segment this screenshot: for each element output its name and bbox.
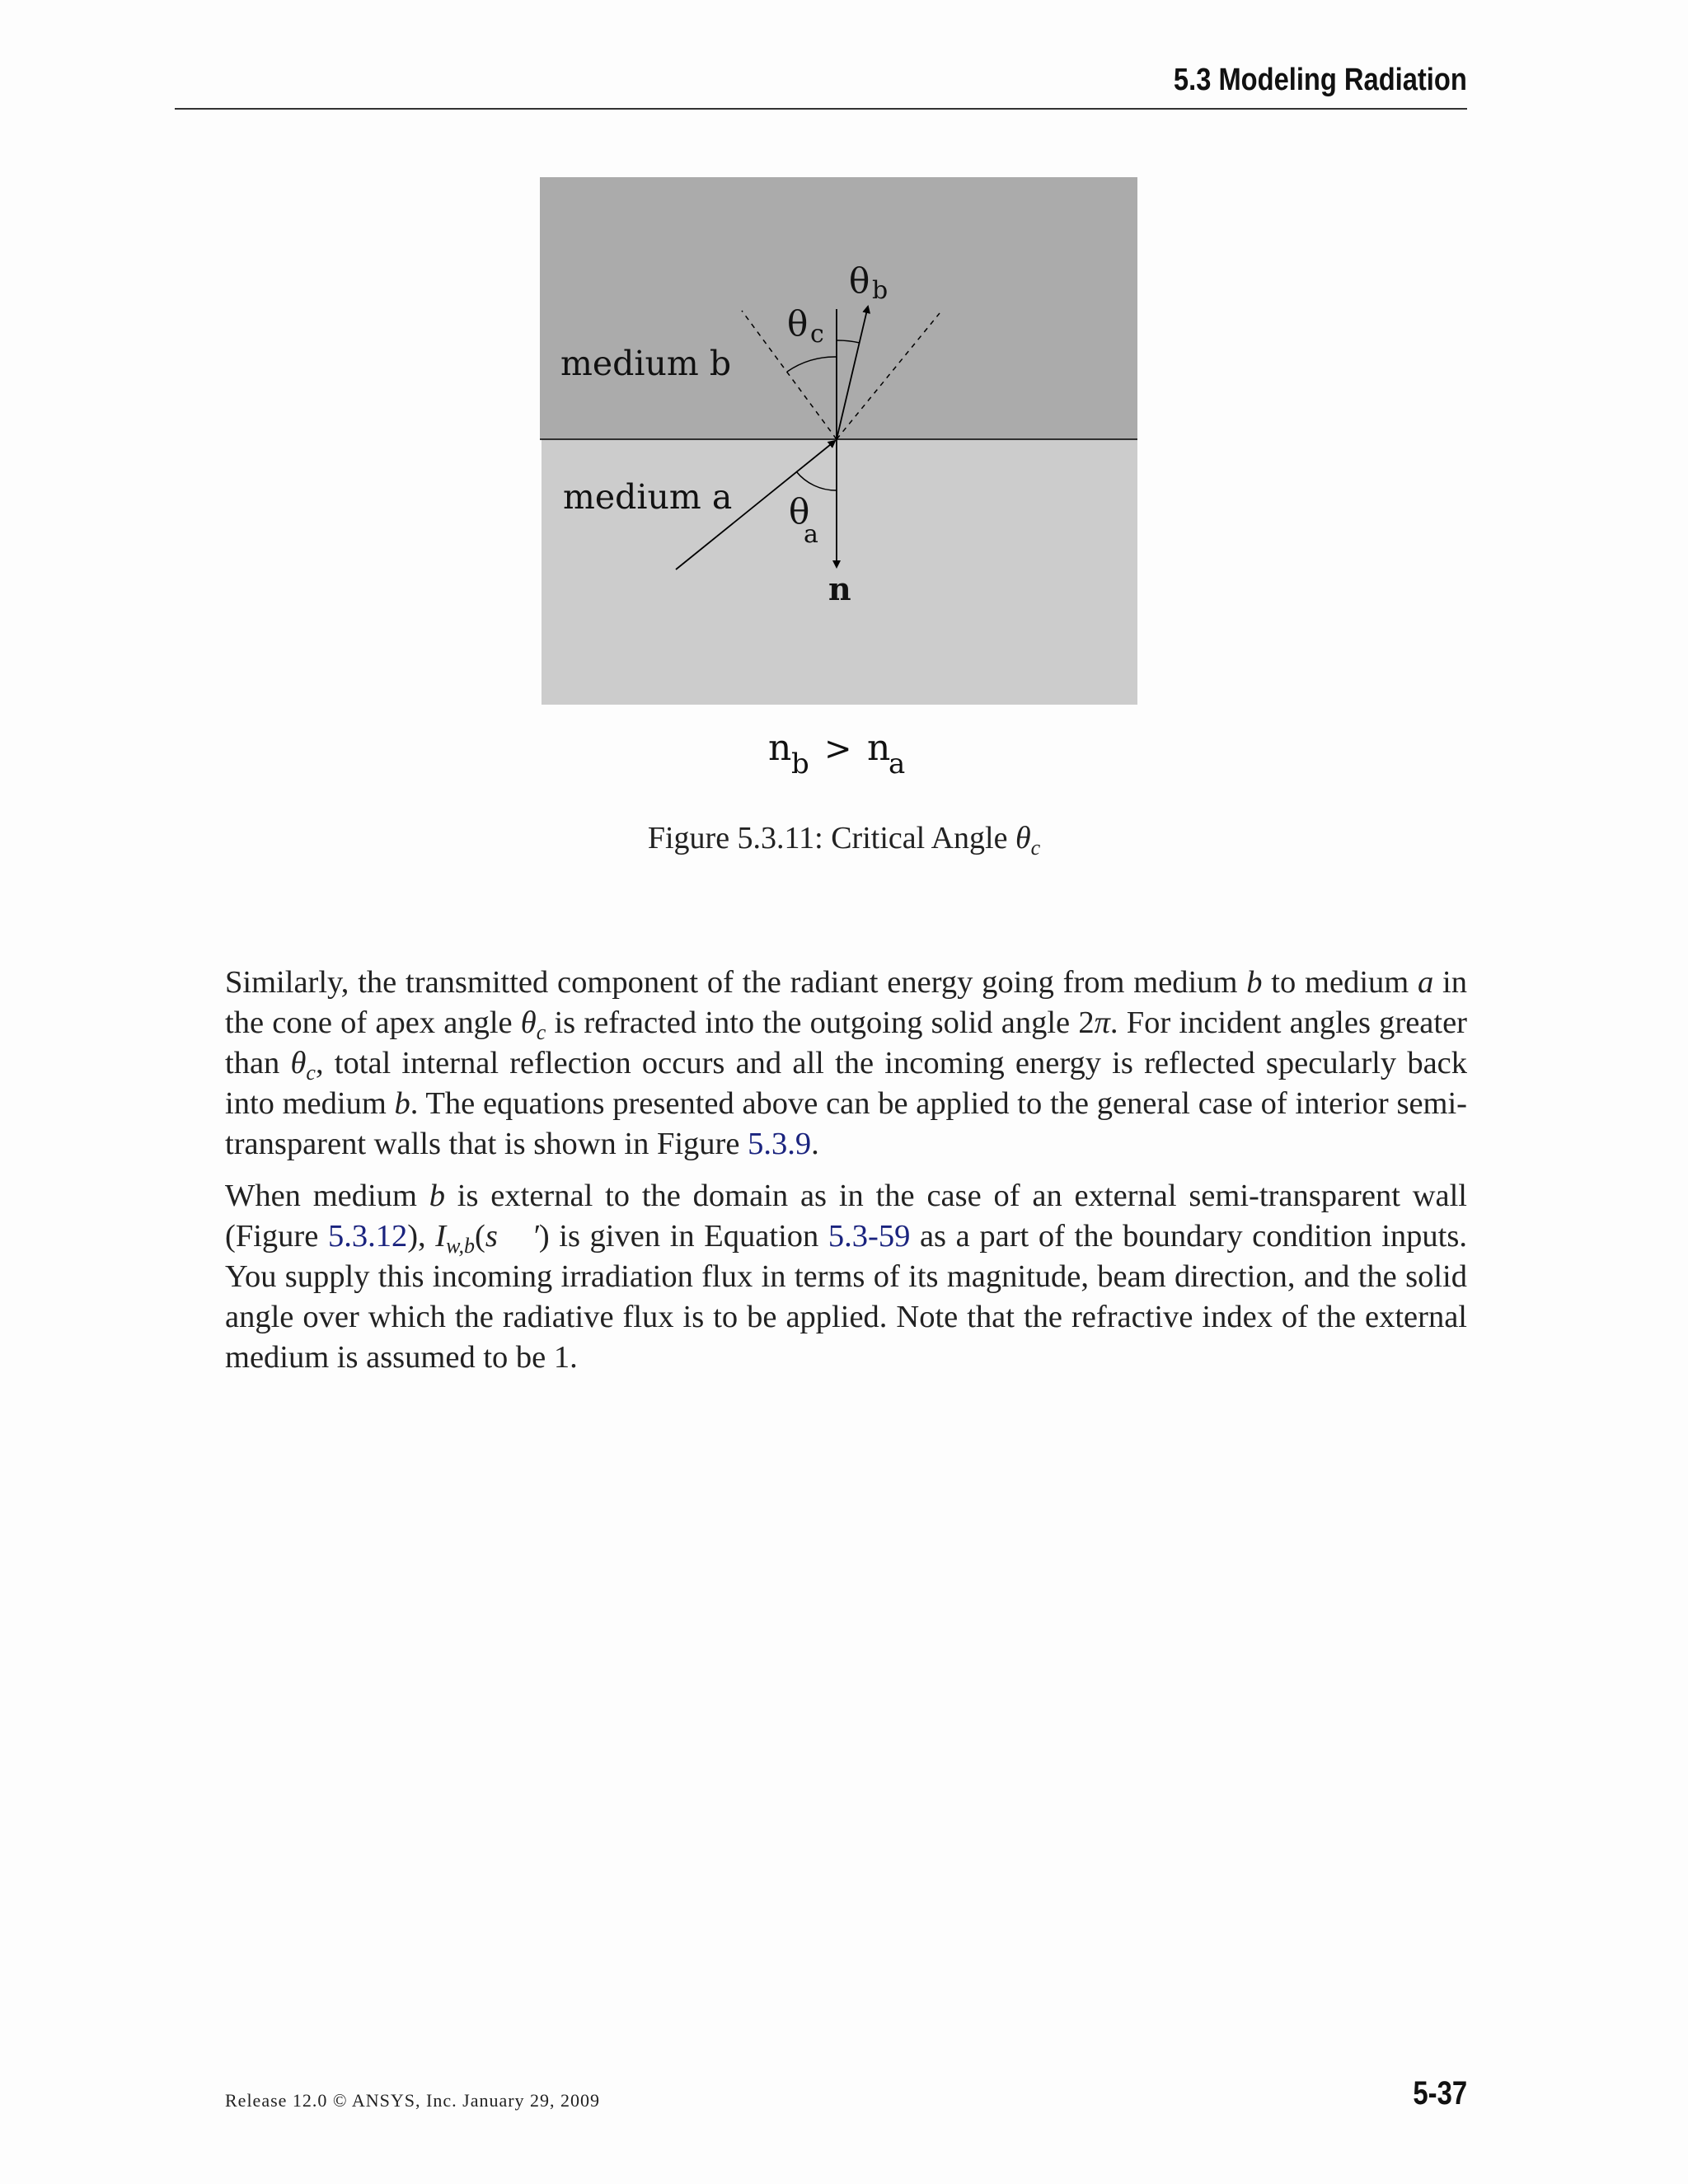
theta-a-subscript: a [804,520,818,549]
text-run: , total internal reflection occurs and all the incoming energy is reflected specularly back into medium [225,1046,1467,1121]
math-subscript: w,b [446,1234,476,1258]
caption-text: Figure 5.3.11: Critical Angle [647,821,1015,855]
text-run: ) is given in Equation [538,1219,828,1254]
theta-c-symbol: θ [787,303,809,344]
equation-link-5-3-59[interactable]: 5.3-59 [828,1219,911,1254]
math-subscript: c [536,1020,546,1044]
math-subscript: c [306,1061,316,1085]
relation-n-a: n [867,727,891,769]
normal-n-label: n [828,570,851,607]
math-var: s⃗ ′ [485,1219,539,1254]
caption-theta-subscript: c [1030,836,1041,860]
text-run: . The equations presented above can be applied to the general case of interior semi-transparent walls that is shown in Figure [225,1086,1467,1161]
math-var: π [1094,1005,1110,1040]
medium-b-region [540,177,1137,439]
math-var: I [435,1219,447,1254]
math-var: b [429,1179,445,1213]
caption-theta: θ [1015,821,1031,855]
critical-angle-figure [540,177,1137,705]
math-var: θ [290,1046,307,1080]
math-var: a [1418,965,1434,1000]
footer-release: Release 12.0 © ANSYS, Inc. January 29, 2009 [225,2090,601,2111]
refraction-diagram [540,177,1137,705]
figure-caption [0,820,1688,860]
text-run: . [811,1127,819,1161]
figure-link-5-3-12[interactable]: 5.3.12 [327,1219,408,1254]
figure-link-5-3-9[interactable]: 5.3.9 [748,1127,812,1161]
header-rule [175,108,1467,110]
text-run: ( [475,1219,485,1254]
math-var: b [394,1086,410,1121]
page-number: 5-37 [1413,2075,1467,2111]
math-var: b [1246,965,1263,1000]
math-var: θ [520,1005,537,1040]
text-run: ), [407,1219,436,1254]
text-run: to medium [1262,965,1418,1000]
medium-a-label: medium a [563,477,733,517]
body-text [225,963,1467,1390]
text-run: is external to the domain as in the case of an external semi-transparent wall (Figure [225,1179,1467,1254]
text-run: is refracted into the outgoing solid angle 2 [546,1005,1095,1040]
theta-b-symbol: θ [849,260,870,301]
relation-sub-a: a [889,748,906,780]
theta-a-symbol: θ [789,491,810,532]
text-run: Similarly, the transmitted component of the radiant energy going from medium [225,965,1247,1000]
relation-sub-b: b [791,748,809,780]
text-run: . For incident angles greater than [225,1005,1467,1080]
relation-greater-than: > [824,730,852,768]
medium-b-label: medium b [560,344,732,383]
theta-b-subscript: b [872,276,889,305]
text-run: When medium [225,1179,429,1213]
text-run: as a part of the boundary condition inputs. You supply this incoming irradiation flux in terms of its magnitude, beam direction, and the solid angle over which the radiative flux is to be applied. Note that the refractive index of the external medium is assumed to be 1. [225,1219,1467,1375]
theta-c-subscript: c [810,320,824,349]
paragraph-external-medium [225,1176,1467,1378]
refractive-index-relation [742,717,956,791]
paragraph-transmitted-component [225,963,1467,1165]
running-header: 5.3 Modeling Radiation [1174,63,1467,97]
relation-n-b: n [768,727,792,769]
text-run: in the cone of apex angle [225,965,1468,1040]
